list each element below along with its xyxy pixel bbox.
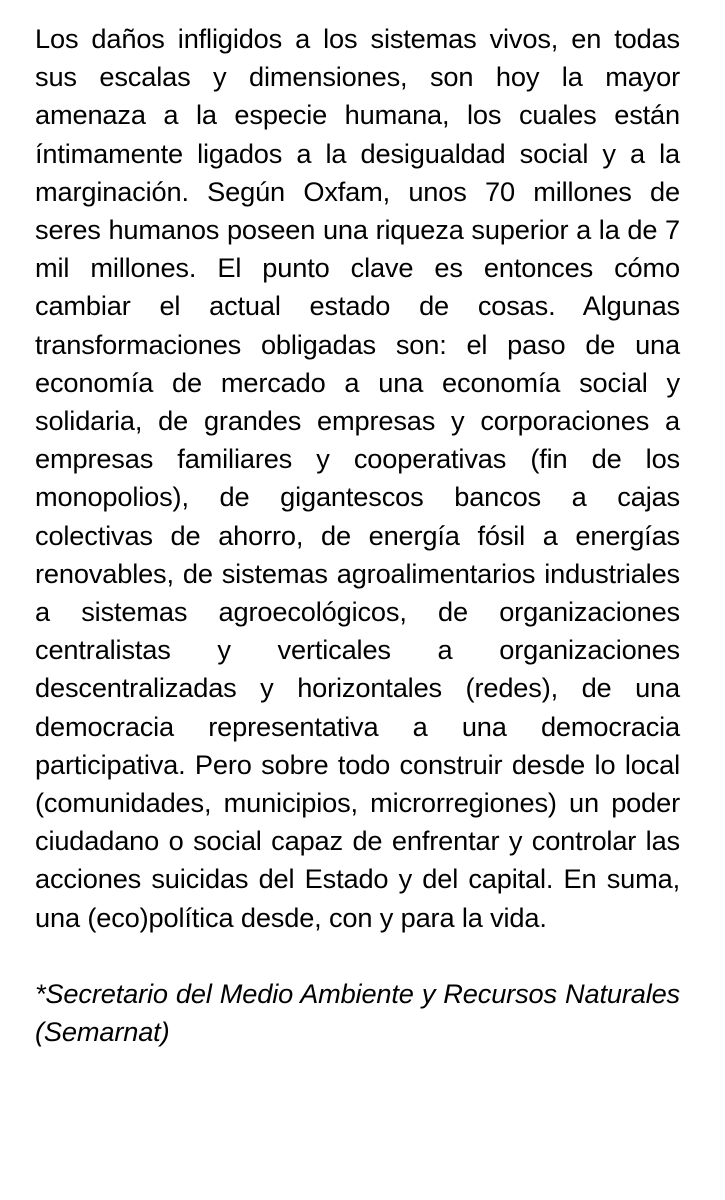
article-body-paragraph: Los daños infligidos a los sistemas vivos, en todas sus escalas y dimensiones, son hoy la mayor amenaza a la especie humana, los cuales están íntimamente ligados a la desigualdad social y a la marginación. Según Oxfam, unos 70 millones de seres humanos poseen una riqueza superior a la de 7 mil millones. El punto clave es entonces cómo cambiar el actual estado de cosas. Algunas transformaciones obligadas son: el paso de una economía de mercado a una economía social y solidaria, de grandes empresas y corporaciones a empresas familiares y cooperativas (fin de los monopolios), de gigantescos bancos a cajas colectivas de ahorro, de energía fósil a energías renovables, de sistemas agroalimentarios industriales a sistemas agroecológicos, de organizaciones centralistas y verticales a organizaciones descentralizadas y horizontales (redes), de una democracia representativa a una democracia participativa. Pero sobre todo construir desde lo local (comunidades, municipios, microrregiones) un poder ciudadano o social capaz de enfrentar y controlar las acciones suicidas del Estado y del capital. En suma, una (eco)política desde, con y para la vida. [35,23,680,933]
article [35,20,680,1051]
author-footnote: *Secretario del Medio Ambiente y Recursos Naturales (Semarnat) [35,977,680,1048]
